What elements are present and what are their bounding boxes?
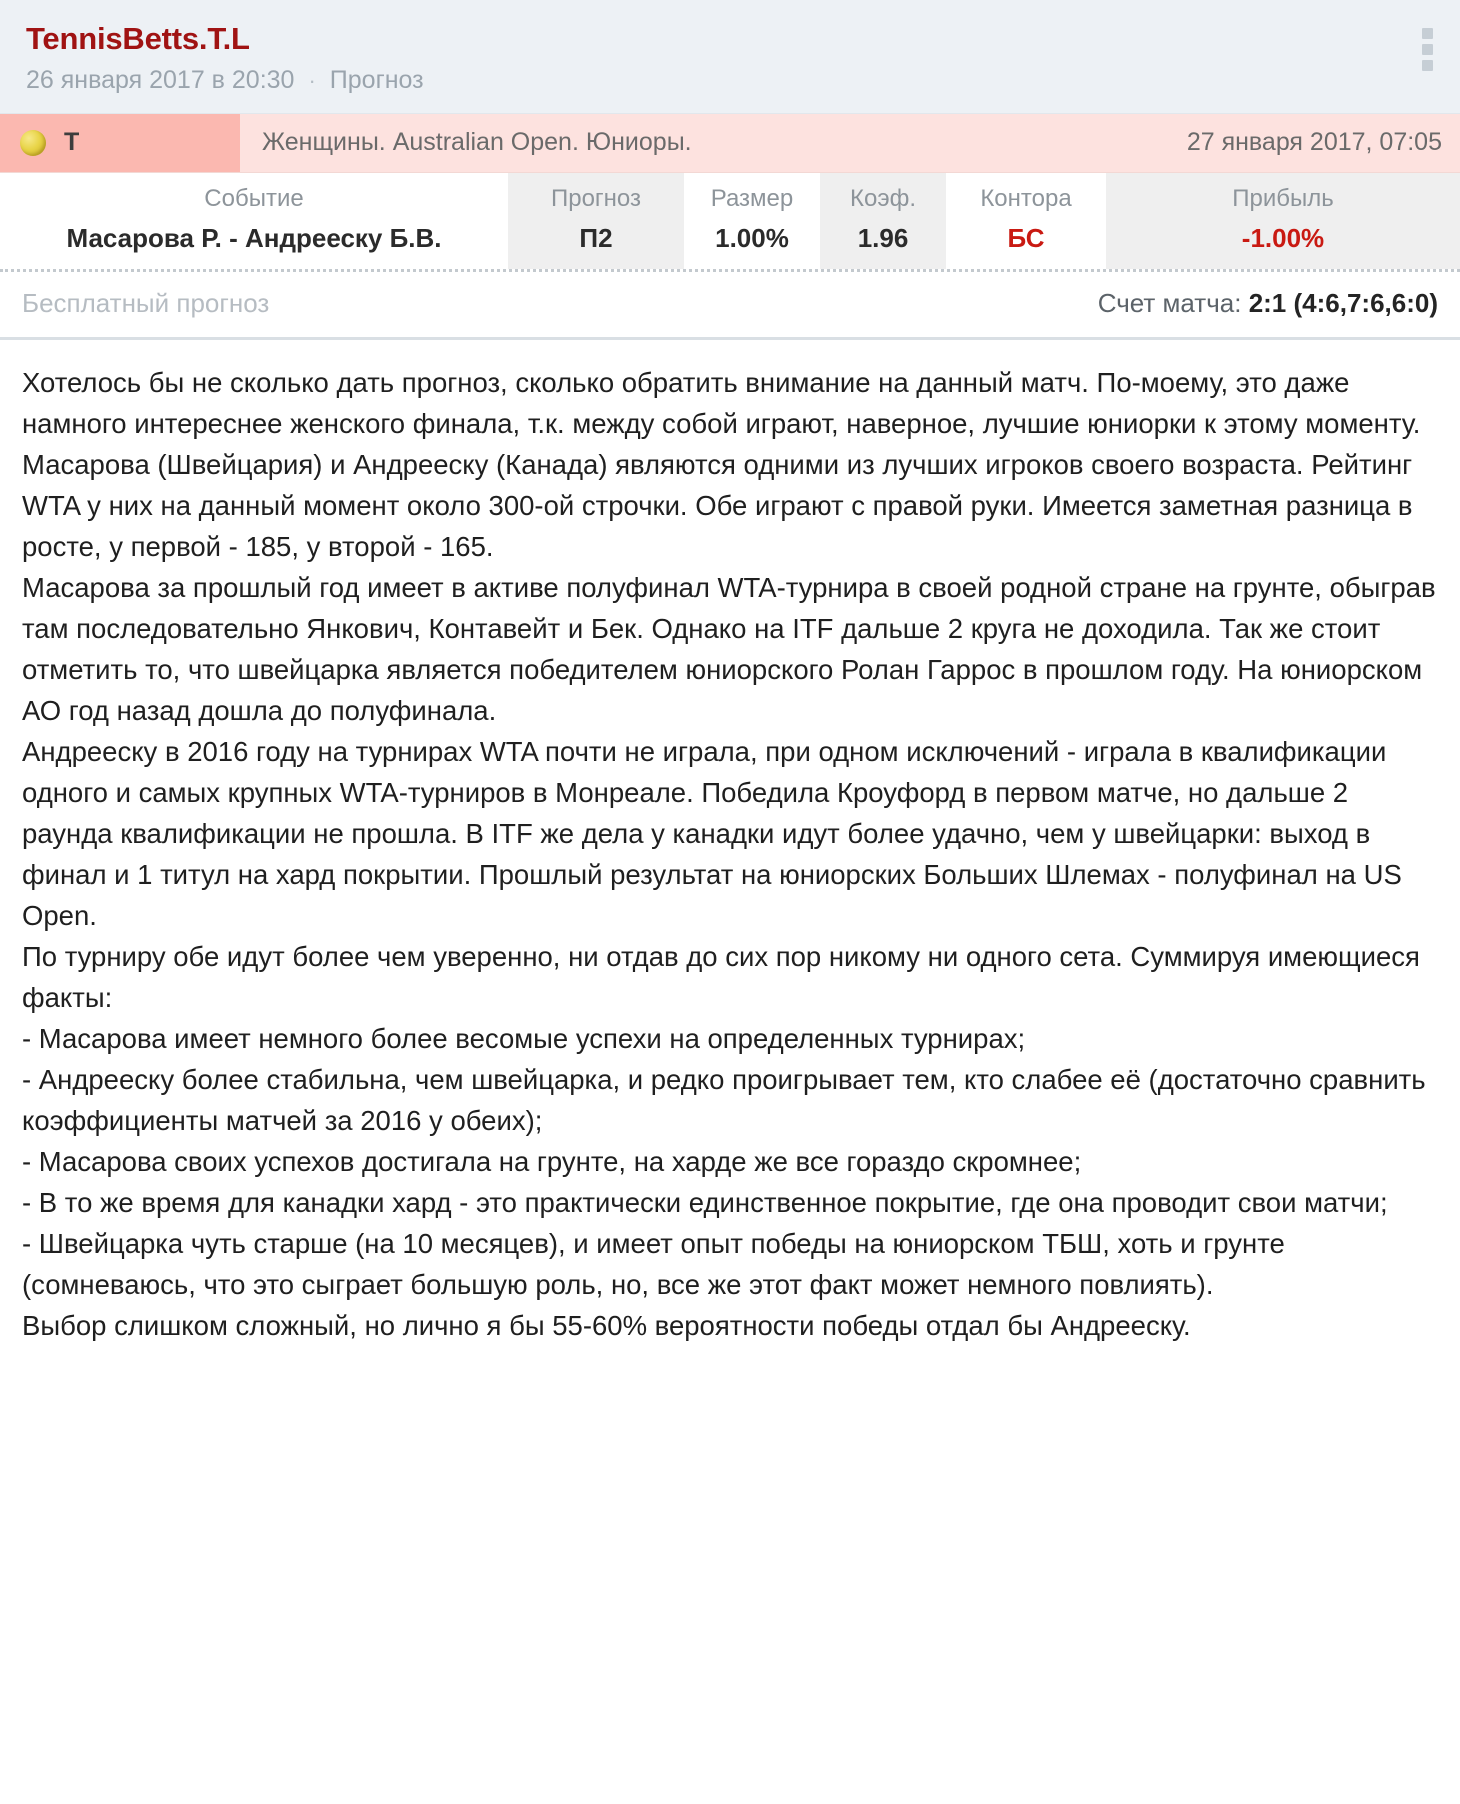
column-size xyxy=(684,173,820,269)
match-score-label: Счет матча: xyxy=(1097,287,1242,318)
article-paragraph: - Андрееску более стабильна, чем швейцарка, и редко проигрывает тем, кто слабее её (достаточно сравнить коэффициенты матчей за 2016 у обеих); xyxy=(22,1063,1426,1136)
column-header-event: Событие xyxy=(204,184,304,212)
match-score-value: 2:1 (4:6,7:6,6:0) xyxy=(1248,287,1438,318)
post-date: 26 января 2017 в 20:30 xyxy=(26,66,295,95)
article-paragraph: - В то же время для канадки хард - это практически единственное покрытие, где она проводит свои матчи; xyxy=(22,1186,1388,1218)
cell-profit-value: -1.00% xyxy=(1241,223,1325,254)
column-event xyxy=(0,173,508,269)
kebab-menu-icon[interactable] xyxy=(1422,28,1438,71)
cell-odds-value: 1.96 xyxy=(857,223,909,254)
free-prediction-label: Бесплатный прогноз xyxy=(22,287,270,318)
table-divider xyxy=(0,269,1460,272)
column-header-bookmaker: Контора xyxy=(980,184,1072,212)
article-paragraph: - Швейцарка чуть старше (на 10 месяцев), и имеет опыт победы на юниорском ТБШ, хоть и грунте (сомневаюсь, что это сыграет большую роль, но, все же этот факт может немного повлиять). xyxy=(22,1227,1285,1300)
kebab-dot-1 xyxy=(1422,28,1433,39)
sport-letter: T xyxy=(64,128,80,157)
kebab-dot-2 xyxy=(1422,44,1433,55)
column-header-size: Размер xyxy=(710,184,794,212)
tennis-ball-icon xyxy=(20,130,46,156)
article-paragraph: По турниру обе идут более чем уверенно, ни отдав до сих пор никому ни одного сета. Суммируя имеющиеся факты: xyxy=(22,940,1420,1013)
article-paragraph: Масарова (Швейцария) и Андрееску (Канада) являются одними из лучших игроков своего возраста. Рейтинг WTA у них на данный момент около 300-ой строчки. Обе играют с правой руки. Имеется заметная разница в росте, у первой - 185, у второй - 165. xyxy=(22,448,1413,562)
channel-title: TennisBetts.T.L xyxy=(26,21,250,56)
match-score xyxy=(1098,288,1438,319)
kebab-dot-3 xyxy=(1422,60,1433,71)
banner-info-section xyxy=(240,114,1460,172)
tournament-banner xyxy=(0,114,1460,173)
post-header xyxy=(0,0,1460,114)
tournament-name: Женщины. Australian Open. Юниоры. xyxy=(262,128,692,157)
cell-event-value: Масарова Р. - Андрееску Б.В. xyxy=(66,223,442,254)
post-type-label: Прогноз xyxy=(329,66,424,95)
article-paragraph: Масарова за прошлый год имеет в активе полуфинал WTA-турнира в своей родной стране на грунте, обыграв там последовательно Янкович, Контавейт и Бек. Однако на ITF дальше 2 круга не доходила. Так же стоит отметить то, что швейцарка является победителем юниорского Ролан Гаррос в прошлом году. На юниорском АО год назад дошла до полуфинала. xyxy=(22,571,1436,726)
column-bookmaker xyxy=(946,173,1106,269)
article-paragraph: - Масарова своих успехов достигала на грунте, на харде же все гораздо скромнее; xyxy=(22,1145,1082,1177)
cell-bookmaker-value: БС xyxy=(1007,223,1045,254)
meta-separator: · xyxy=(308,68,316,94)
column-header-odds: Коэф. xyxy=(850,184,916,212)
cell-size-value: 1.00% xyxy=(715,223,789,254)
cell-prediction-value: П2 xyxy=(579,223,613,254)
column-header-prediction: Прогноз xyxy=(550,184,642,212)
banner-sport-section xyxy=(0,114,240,172)
article-paragraph: Выбор слишком сложный, но лично я бы 55-60% вероятности победы отдал бы Андрееску. xyxy=(22,1309,1191,1341)
column-header-profit: Прибыль xyxy=(1232,184,1334,212)
article-paragraph: Андрееску в 2016 году на турнирах WTA почти не играла, при одном исключений - играла в квалификации одного и самых крупных WTA-турниров в Монреале. Победила Кроуфорд в первом матче, но дальше 2 раунда квалификации не прошла. В ITF же дела у канадки идут более удачно, чем у швейцарки: выход в финал и 1 титул на хард покрытии. Прошлый результат на юниорских Больших Шлемах - полуфинал на US Open. xyxy=(22,735,1402,931)
article-paragraph: Хотелось бы не сколько дать прогноз, сколько обратить внимание на данный матч. По-моему, это даже намного интереснее женского финала, т.к. между собой играют, наверное, лучшие юниорки к этому моменту. xyxy=(22,366,1421,439)
column-profit xyxy=(1106,173,1460,269)
prediction-subbar xyxy=(0,272,1460,337)
bet-table xyxy=(0,173,1460,269)
event-datetime: 27 января 2017, 07:05 xyxy=(1186,128,1442,157)
column-prediction xyxy=(508,173,684,269)
article-body xyxy=(0,340,1460,1376)
column-odds xyxy=(820,173,946,269)
article-paragraph: - Масарова имеет немного более весомые успехи на определенных турнирах; xyxy=(22,1022,1026,1054)
post-meta xyxy=(26,66,1434,95)
